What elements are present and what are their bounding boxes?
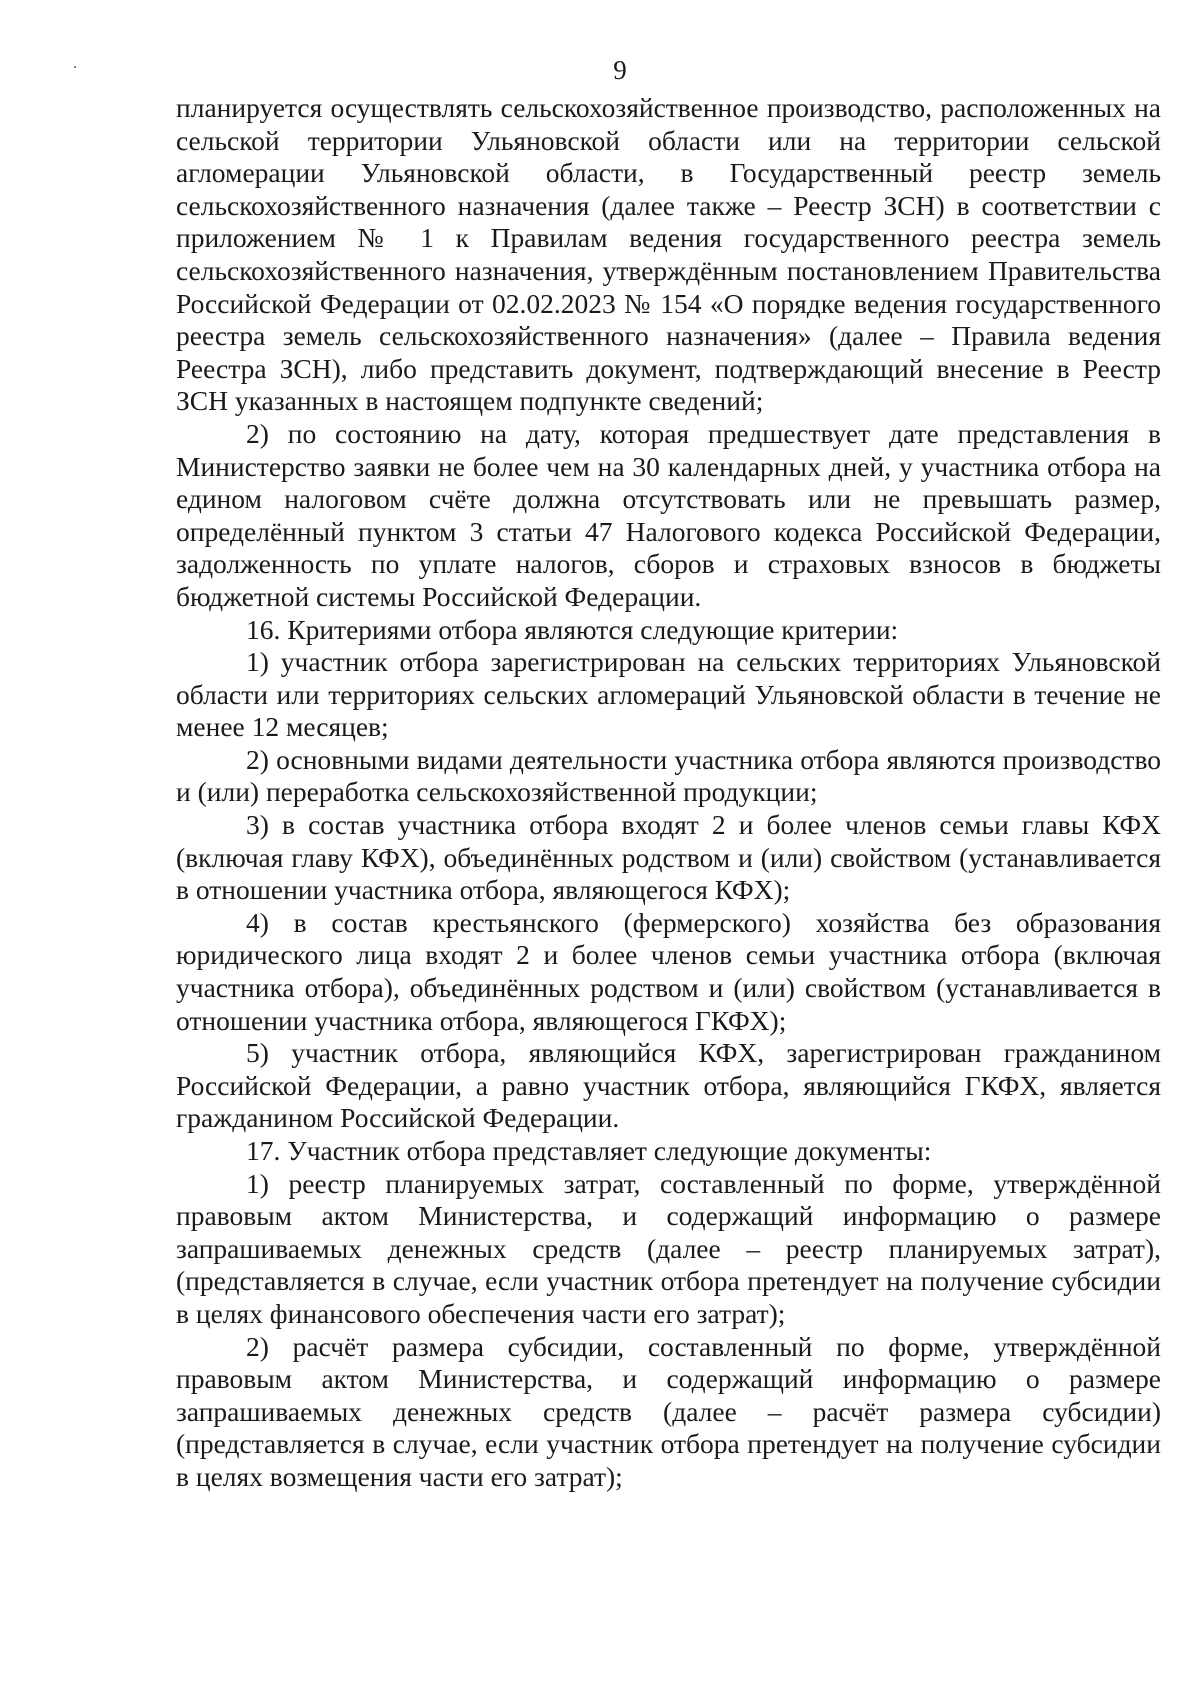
paragraph: 16. Критериями отбора являются следующие критерии: [246,613,899,645]
paragraph: 1) реестр планируемых затрат, составленный по форме, утверждённой правовым актом Министерства, и содержащий информацию о размере запрашиваемых денежных средств (далее – реестр планируемых затрат), (представляется в случае, если участник отбора претендует на получение субсидии в целях финансового обеспечения части его затрат); [176,1167,1161,1329]
page-number: 9 [613,55,627,85]
paragraph: 4) в состав крестьянского (фермерского) хозяйства без образования юридического лица входят 2 и более членов семьи участника отбора (включая участника отбора), объединённых родством и (или) свойством (устанавливается в отношении участника отбора, являющегося ГКФХ); [176,906,1161,1036]
paragraph: 17. Участник отбора представляет следующие документы: [246,1135,932,1166]
document-body [176,92,1161,1494]
paragraph: 2) основными видами деятельности участника отбора являются производство и (или) переработка сельскохозяйственной продукции; [176,743,1161,808]
paragraph: 3) в состав участника отбора входят 2 и более членов семьи главы КФХ (включая главу КФХ), объединённых родством и (или) свойством (устанавливается в отношении участника отбора, являющегося КФХ); [176,809,1161,906]
paragraph: 2) по состоянию на дату, которая предшествует дате представления в Министерство заявки не более чем на 30 календарных дней, у участника отбора на едином налоговом счёте должна отсутствовать или не превышать размер, определённый пунктом 3 статьи 47 Налогового кодекса Российской Федерации, задолженность по уплате налогов, сборов и страховых взносов в бюджеты бюджетной системы Российской Федерации. [176,417,1161,612]
paragraph: 2) расчёт размера субсидии, составленный по форме, утверждённой правовым актом Министерства, и содержащий информацию о размере запрашиваемых денежных средств (далее – расчёт размера субсидии) (представляется в случае, если участник отбора претендует на получение субсидии в целях возмещения части его затрат); [176,1330,1161,1492]
paragraph: планируется осуществлять сельскохозяйственное производство, расположенных на сельской территории Ульяновской области или на территории сельской агломерации Ульяновской области, в Государственный реестр земель сельскохозяйственного назначения (далее также – Реестр ЗСН) в соответствии с приложением № 1 к Правилам ведения государственного реестра земель сельскохозяйственного назначения, утверждённым постановлением Правительства Российской Федерации от 02.02.2023 № 154 «О порядке ведения государственного реестра земель сельскохозяйственного назначения» (далее – Правила ведения Реестра ЗСН), либо представить документ, подтверждающий внесение в Реестр ЗСН указанных в настоящем подпункте сведений; [176,92,1161,417]
paragraph: 5) участник отбора, являющийся КФХ, зарегистрирован гражданином Российской Федерации, а равно участник отбора, являющийся ГКФХ, является гражданином Российской Федерации. [176,1037,1161,1134]
paragraph: 1) участник отбора зарегистрирован на сельских территориях Ульяновской области или территориях сельских агломераций Ульяновской области в течение не менее 12 месяцев; [176,646,1161,743]
